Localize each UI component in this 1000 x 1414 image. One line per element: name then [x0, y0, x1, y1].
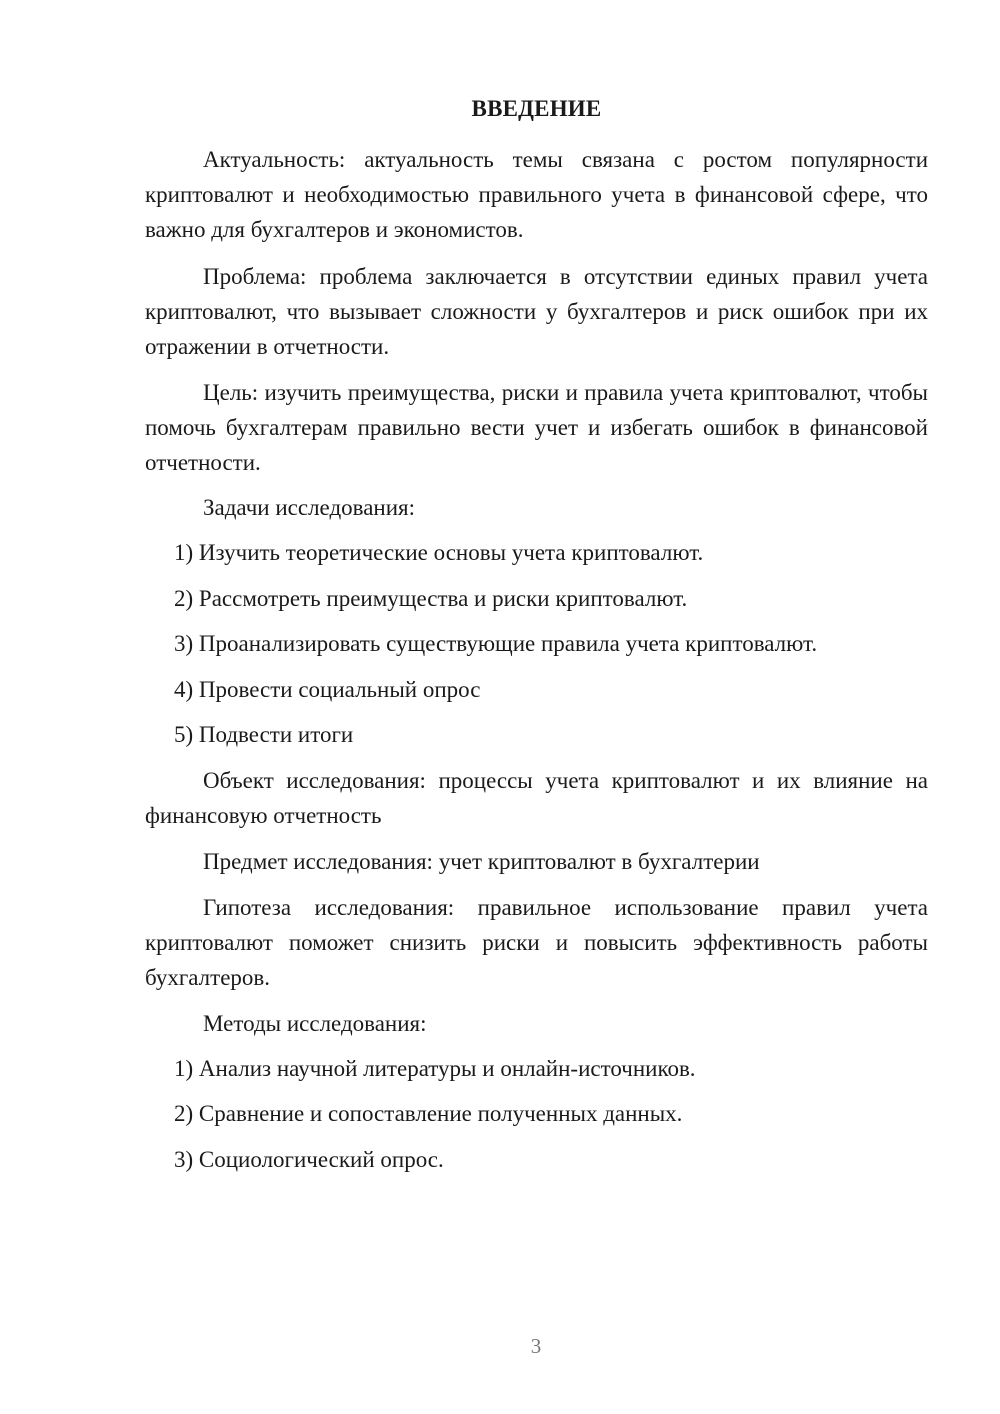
- task-item: 5) Подвести итоги: [174, 722, 354, 747]
- section-title: ВВЕДЕНИЕ: [471, 96, 602, 121]
- methods-heading: Методы исследования:: [203, 1011, 427, 1036]
- problem-paragraph: Проблема: проблема заключается в отсутствии единых правил учета криптовалют, что вызывает сложности у бухгалтеров и риск ошибок при их отражении в отчетности.: [145, 264, 928, 359]
- task-item: 3) Проанализировать существующие правила учета криптовалют.: [174, 631, 818, 656]
- task-item: 1) Изучить теоретические основы учета криптовалют.: [174, 540, 704, 565]
- object-paragraph: Объект исследования: процессы учета криптовалют и их влияние на финансовую отчетность: [145, 768, 928, 828]
- method-item: 1) Анализ научной литературы и онлайн-источников.: [174, 1056, 696, 1081]
- goal-paragraph: Цель: изучить преимущества, риски и правила учета криптовалют, чтобы помочь бухгалтерам правильно вести учет и избегать ошибок в финансовой отчетности.: [145, 380, 928, 475]
- page-number: 3: [530, 1334, 542, 1358]
- task-item: 4) Провести социальный опрос: [174, 677, 481, 702]
- relevance-paragraph: Актуальность: актуальность темы связана с ростом популярности криптовалют и необходимостью правильного учета в финансовой сфере, что важно для бухгалтеров и экономистов.: [145, 147, 928, 242]
- subject-line: Предмет исследования: учет криптовалют в бухгалтерии: [203, 849, 760, 874]
- tasks-heading: Задачи исследования:: [203, 495, 416, 520]
- method-item: 2) Сравнение и сопоставление полученных данных.: [174, 1101, 683, 1126]
- hypothesis-paragraph: Гипотеза исследования: правильное использование правил учета криптовалют поможет снизить риски и повысить эффективность работы бухгалтеров.: [145, 895, 928, 990]
- method-item: 3) Социологический опрос.: [174, 1147, 444, 1172]
- task-item: 2) Рассмотреть преимущества и риски криптовалют.: [174, 586, 688, 611]
